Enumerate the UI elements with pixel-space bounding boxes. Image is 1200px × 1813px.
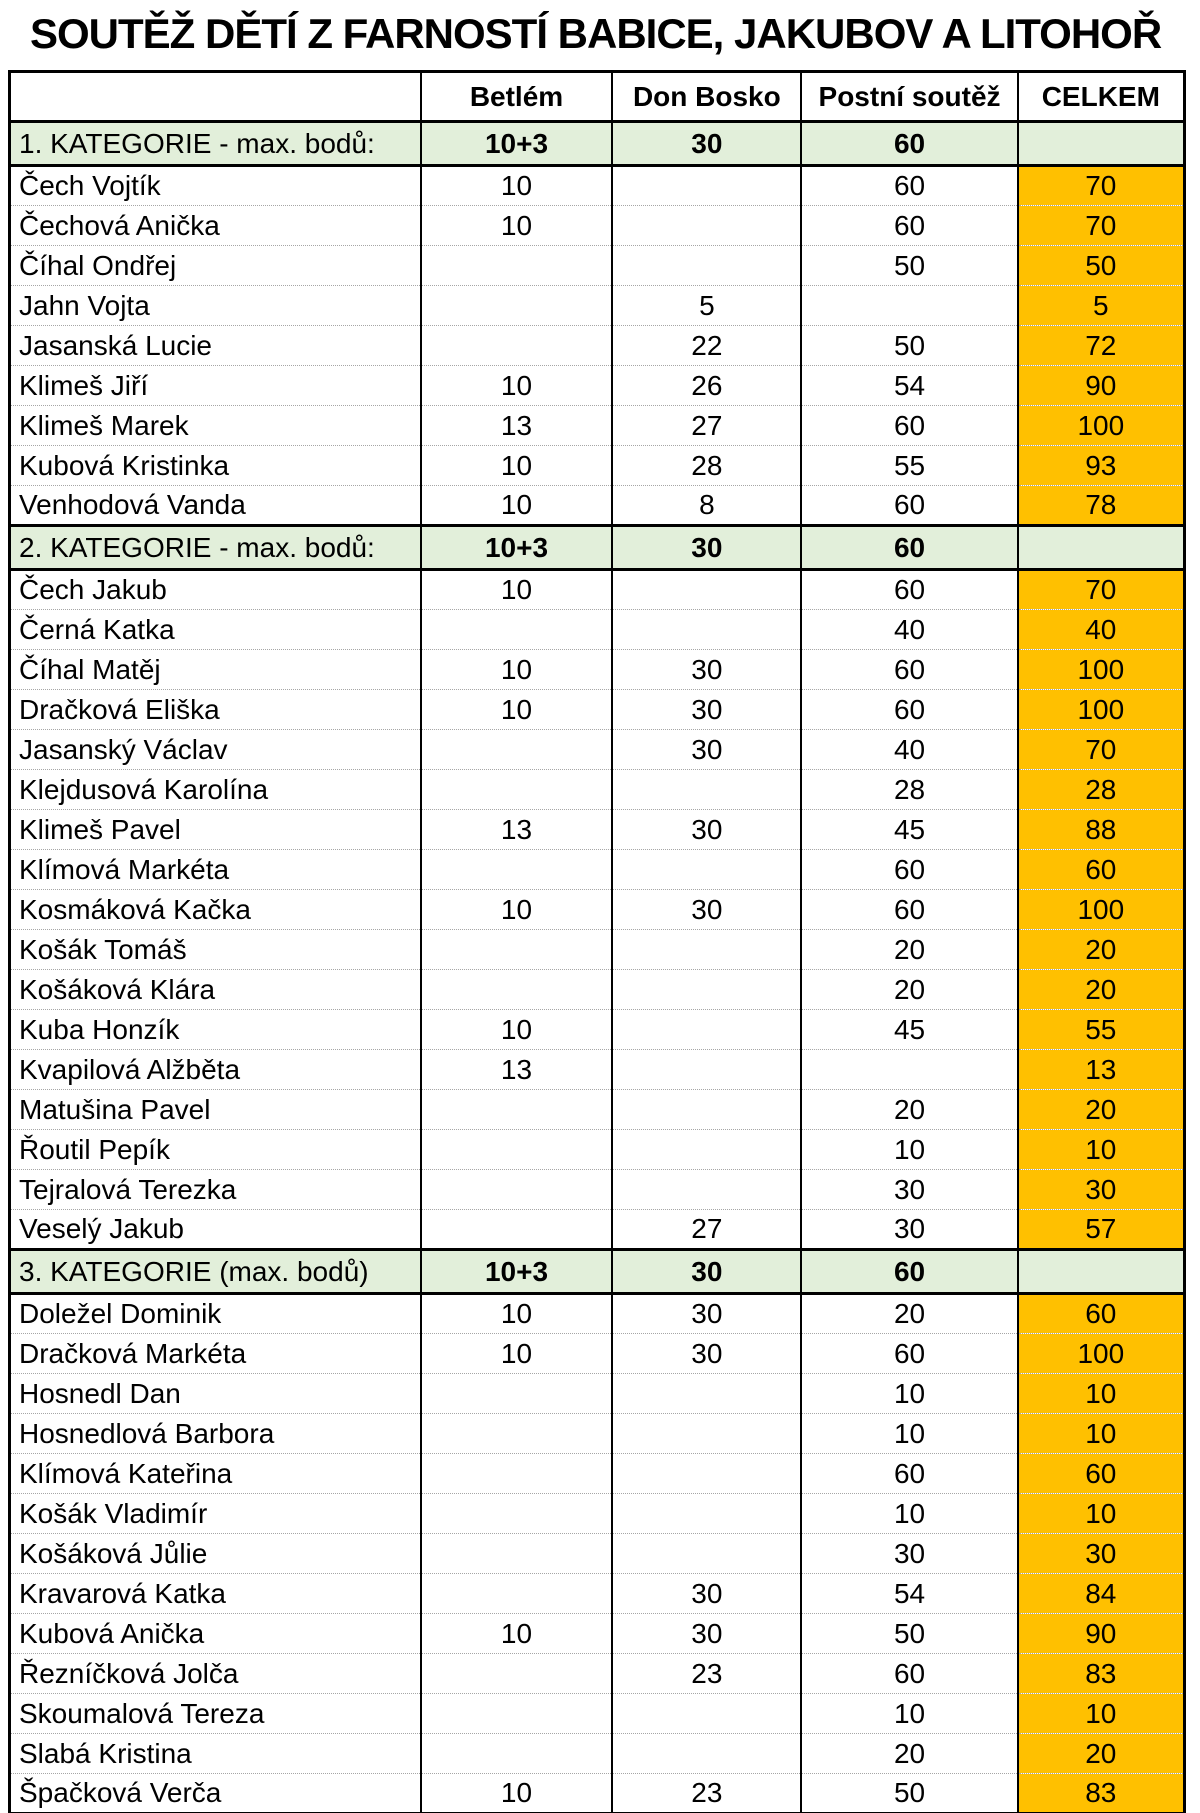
score-cell	[421, 326, 613, 366]
score-cell	[421, 1130, 613, 1170]
score-cell: 30	[612, 810, 801, 850]
table-row	[10, 930, 1185, 970]
category-max-points: 60	[801, 526, 1017, 570]
score-cell	[421, 1210, 613, 1250]
total-cell: 70	[1018, 570, 1185, 610]
category-max-points: 60	[801, 122, 1017, 166]
name-cell: Hosnedlová Barbora	[10, 1414, 421, 1454]
name-cell: Řezníčková Jolča	[10, 1654, 421, 1694]
score-cell	[421, 1374, 613, 1414]
table-row	[10, 446, 1185, 486]
table-row	[10, 1734, 1185, 1774]
score-cell: 45	[801, 1010, 1017, 1050]
name-cell: Slabá Kristina	[10, 1734, 421, 1774]
category-row	[10, 526, 1185, 570]
score-cell: 10	[421, 650, 613, 690]
score-cell: 20	[801, 1090, 1017, 1130]
name-cell: Košák Vladimír	[10, 1494, 421, 1534]
score-cell: 60	[801, 406, 1017, 446]
score-cell	[612, 610, 801, 650]
name-cell: Čech Vojtík	[10, 166, 421, 206]
score-cell	[421, 246, 613, 286]
category-label: 1. KATEGORIE - max. bodů:	[10, 122, 421, 166]
name-cell: Doležel Dominik	[10, 1294, 421, 1334]
score-cell: 60	[801, 570, 1017, 610]
score-cell	[612, 1414, 801, 1454]
total-cell: 60	[1018, 1294, 1185, 1334]
column-header-name	[10, 72, 421, 122]
score-cell: 10	[801, 1374, 1017, 1414]
total-cell: 100	[1018, 890, 1185, 930]
total-cell: 20	[1018, 1090, 1185, 1130]
table-row	[10, 166, 1185, 206]
score-cell: 60	[801, 890, 1017, 930]
table-row	[10, 286, 1185, 326]
name-cell: Kvapilová Alžběta	[10, 1050, 421, 1090]
total-cell: 30	[1018, 1534, 1185, 1574]
total-cell: 100	[1018, 406, 1185, 446]
score-cell	[612, 1050, 801, 1090]
score-cell: 10	[421, 690, 613, 730]
score-cell: 54	[801, 366, 1017, 406]
table-row	[10, 1694, 1185, 1734]
total-cell: 60	[1018, 1454, 1185, 1494]
score-cell: 30	[612, 690, 801, 730]
name-cell: Číhal Matěj	[10, 650, 421, 690]
total-cell: 90	[1018, 1614, 1185, 1654]
score-cell	[421, 730, 613, 770]
score-cell	[612, 1130, 801, 1170]
name-cell: Čech Jakub	[10, 570, 421, 610]
total-cell: 40	[1018, 610, 1185, 650]
total-cell: 10	[1018, 1494, 1185, 1534]
score-cell	[421, 1494, 613, 1534]
name-cell: Kubová Anička	[10, 1614, 421, 1654]
score-cell: 23	[612, 1774, 801, 1813]
table-row	[10, 810, 1185, 850]
column-header-don-bosko: Don Bosko	[612, 72, 801, 122]
name-cell: Hosnedl Dan	[10, 1374, 421, 1414]
score-cell: 60	[801, 206, 1017, 246]
table-row	[10, 610, 1185, 650]
score-cell	[421, 1414, 613, 1454]
table-row	[10, 1614, 1185, 1654]
column-header-postni-soutez: Postní soutěž	[801, 72, 1017, 122]
score-cell: 45	[801, 810, 1017, 850]
name-cell: Číhal Ondřej	[10, 246, 421, 286]
name-cell: Řoutil Pepík	[10, 1130, 421, 1170]
score-cell: 40	[801, 610, 1017, 650]
total-cell: 72	[1018, 326, 1185, 366]
score-cell	[612, 166, 801, 206]
score-cell: 60	[801, 850, 1017, 890]
table-body	[10, 122, 1185, 1813]
score-cell	[421, 1734, 613, 1774]
name-cell: Skoumalová Tereza	[10, 1694, 421, 1734]
score-cell: 20	[801, 930, 1017, 970]
score-cell	[612, 1454, 801, 1494]
category-max-points: 30	[612, 526, 801, 570]
score-cell	[421, 1090, 613, 1130]
score-cell: 60	[801, 650, 1017, 690]
name-cell: Dračková Markéta	[10, 1334, 421, 1374]
table-row	[10, 206, 1185, 246]
table-row	[10, 1454, 1185, 1494]
total-cell: 20	[1018, 970, 1185, 1010]
category-row	[10, 122, 1185, 166]
total-cell: 60	[1018, 850, 1185, 890]
total-cell: 20	[1018, 930, 1185, 970]
column-header-betlem: Betlém	[421, 72, 613, 122]
total-cell: 70	[1018, 730, 1185, 770]
score-cell	[421, 1534, 613, 1574]
total-cell: 10	[1018, 1130, 1185, 1170]
table-row	[10, 1170, 1185, 1210]
score-cell: 22	[612, 326, 801, 366]
score-cell: 10	[421, 890, 613, 930]
score-cell: 10	[421, 1774, 613, 1813]
page-title: SOUTĚŽ DĚTÍ Z FARNOSTÍ BABICE, JAKUBOV A LITOHOŘ	[30, 10, 1162, 57]
score-cell	[421, 1454, 613, 1494]
category-max-points: 10+3	[421, 526, 613, 570]
total-cell: 100	[1018, 1334, 1185, 1374]
score-cell	[612, 206, 801, 246]
name-cell: Matušina Pavel	[10, 1090, 421, 1130]
score-cell	[421, 1170, 613, 1210]
name-cell: Černá Katka	[10, 610, 421, 650]
score-cell: 30	[612, 1294, 801, 1334]
name-cell: Kravarová Katka	[10, 1574, 421, 1614]
score-cell: 50	[801, 1774, 1017, 1813]
total-cell: 57	[1018, 1210, 1185, 1250]
score-cell: 13	[421, 810, 613, 850]
total-cell: 10	[1018, 1694, 1185, 1734]
table-row	[10, 730, 1185, 770]
table-row	[10, 650, 1185, 690]
category-max-points	[1018, 1250, 1185, 1294]
table-row	[10, 366, 1185, 406]
total-cell: 90	[1018, 366, 1185, 406]
name-cell: Čechová Anička	[10, 206, 421, 246]
table-row	[10, 1130, 1185, 1170]
score-cell: 40	[801, 730, 1017, 770]
table-row	[10, 1294, 1185, 1334]
score-cell: 23	[612, 1654, 801, 1694]
table-row	[10, 1414, 1185, 1454]
table-row	[10, 1210, 1185, 1250]
name-cell: Klejdusová Karolína	[10, 770, 421, 810]
score-cell: 28	[612, 446, 801, 486]
category-row	[10, 1250, 1185, 1294]
score-cell	[421, 770, 613, 810]
score-cell: 10	[801, 1494, 1017, 1534]
score-cell	[421, 970, 613, 1010]
table-row	[10, 326, 1185, 366]
total-cell: 93	[1018, 446, 1185, 486]
score-cell: 20	[801, 1294, 1017, 1334]
score-cell: 10	[421, 1294, 613, 1334]
table-row	[10, 406, 1185, 446]
total-cell: 78	[1018, 486, 1185, 526]
score-cell: 10	[421, 1614, 613, 1654]
table-row	[10, 1654, 1185, 1694]
name-cell: Venhodová Vanda	[10, 486, 421, 526]
table-row	[10, 1334, 1185, 1374]
total-cell: 83	[1018, 1774, 1185, 1813]
total-cell: 84	[1018, 1574, 1185, 1614]
name-cell: Veselý Jakub	[10, 1210, 421, 1250]
name-cell: Dračková Eliška	[10, 690, 421, 730]
score-cell	[612, 1090, 801, 1130]
score-cell: 10	[801, 1130, 1017, 1170]
total-cell: 100	[1018, 690, 1185, 730]
score-cell: 10	[421, 206, 613, 246]
score-cell: 30	[612, 890, 801, 930]
name-cell: Košák Tomáš	[10, 930, 421, 970]
score-cell: 50	[801, 326, 1017, 366]
table-header	[10, 72, 1185, 122]
score-cell	[612, 570, 801, 610]
name-cell: Kuba Honzík	[10, 1010, 421, 1050]
total-cell: 88	[1018, 810, 1185, 850]
score-cell: 20	[801, 1734, 1017, 1774]
score-cell: 10	[421, 486, 613, 526]
score-cell: 10	[421, 166, 613, 206]
score-cell	[612, 930, 801, 970]
total-cell: 100	[1018, 650, 1185, 690]
score-cell: 5	[612, 286, 801, 326]
score-cell	[421, 930, 613, 970]
score-cell: 60	[801, 1454, 1017, 1494]
score-cell	[801, 286, 1017, 326]
category-max-points	[1018, 122, 1185, 166]
column-header-celkem: CELKEM	[1018, 72, 1185, 122]
score-cell: 13	[421, 1050, 613, 1090]
table-row	[10, 970, 1185, 1010]
score-cell	[421, 610, 613, 650]
total-cell: 10	[1018, 1414, 1185, 1454]
category-max-points: 10+3	[421, 1250, 613, 1294]
score-cell	[421, 1654, 613, 1694]
header-row	[10, 72, 1185, 122]
score-cell: 20	[801, 970, 1017, 1010]
score-cell: 60	[801, 166, 1017, 206]
category-max-points: 30	[612, 1250, 801, 1294]
score-cell: 30	[801, 1534, 1017, 1574]
name-cell: Klimeš Pavel	[10, 810, 421, 850]
score-cell: 26	[612, 366, 801, 406]
score-cell: 27	[612, 1210, 801, 1250]
score-cell: 50	[801, 1614, 1017, 1654]
score-cell	[421, 850, 613, 890]
table-row	[10, 486, 1185, 526]
score-cell	[612, 246, 801, 286]
score-cell: 28	[801, 770, 1017, 810]
category-max-points: 10+3	[421, 122, 613, 166]
scores-table	[8, 70, 1186, 1813]
name-cell: Košáková Klára	[10, 970, 421, 1010]
table-row	[10, 1010, 1185, 1050]
total-cell: 70	[1018, 206, 1185, 246]
score-cell	[612, 1534, 801, 1574]
total-cell: 20	[1018, 1734, 1185, 1774]
score-cell: 30	[612, 730, 801, 770]
score-cell: 30	[801, 1210, 1017, 1250]
name-cell: Kosmáková Kačka	[10, 890, 421, 930]
total-cell: 28	[1018, 770, 1185, 810]
name-cell: Košáková Jůlie	[10, 1534, 421, 1574]
score-cell: 30	[612, 1614, 801, 1654]
total-cell: 5	[1018, 286, 1185, 326]
name-cell: Klimeš Jiří	[10, 366, 421, 406]
name-cell: Klímová Kateřina	[10, 1454, 421, 1494]
table-row	[10, 770, 1185, 810]
score-cell	[612, 770, 801, 810]
score-cell: 60	[801, 486, 1017, 526]
score-cell: 10	[421, 366, 613, 406]
category-max-points: 60	[801, 1250, 1017, 1294]
score-cell	[421, 1694, 613, 1734]
category-max-points	[1018, 526, 1185, 570]
table-row	[10, 246, 1185, 286]
score-cell: 10	[801, 1694, 1017, 1734]
table-row	[10, 890, 1185, 930]
score-cell	[421, 1574, 613, 1614]
category-label: 2. KATEGORIE - max. bodů:	[10, 526, 421, 570]
score-cell	[612, 970, 801, 1010]
score-cell	[612, 1170, 801, 1210]
total-cell: 10	[1018, 1374, 1185, 1414]
name-cell: Klimeš Marek	[10, 406, 421, 446]
table-row	[10, 570, 1185, 610]
total-cell: 55	[1018, 1010, 1185, 1050]
name-cell: Tejralová Terezka	[10, 1170, 421, 1210]
score-cell: 10	[421, 446, 613, 486]
table-row	[10, 1574, 1185, 1614]
table-row	[10, 690, 1185, 730]
total-cell: 70	[1018, 166, 1185, 206]
score-cell: 10	[801, 1414, 1017, 1454]
table-row	[10, 1534, 1185, 1574]
name-cell: Jasanská Lucie	[10, 326, 421, 366]
score-cell	[421, 286, 613, 326]
score-cell	[612, 1694, 801, 1734]
score-cell: 30	[612, 1334, 801, 1374]
table-row	[10, 850, 1185, 890]
score-cell	[612, 1494, 801, 1534]
score-cell: 27	[612, 406, 801, 446]
score-cell: 54	[801, 1574, 1017, 1614]
score-cell: 50	[801, 246, 1017, 286]
score-cell	[612, 850, 801, 890]
name-cell: Kubová Kristinka	[10, 446, 421, 486]
total-cell: 83	[1018, 1654, 1185, 1694]
table-row	[10, 1774, 1185, 1813]
category-max-points: 30	[612, 122, 801, 166]
score-cell	[612, 1374, 801, 1414]
score-cell: 60	[801, 690, 1017, 730]
score-cell: 30	[801, 1170, 1017, 1210]
score-cell: 30	[612, 1574, 801, 1614]
score-cell: 10	[421, 1010, 613, 1050]
score-cell	[801, 1050, 1017, 1090]
score-cell: 10	[421, 1334, 613, 1374]
total-cell: 30	[1018, 1170, 1185, 1210]
table-row	[10, 1090, 1185, 1130]
score-cell: 13	[421, 406, 613, 446]
score-cell	[612, 1734, 801, 1774]
score-cell: 55	[801, 446, 1017, 486]
score-cell: 60	[801, 1654, 1017, 1694]
score-cell: 8	[612, 486, 801, 526]
table-row	[10, 1374, 1185, 1414]
table-row	[10, 1050, 1185, 1090]
score-cell	[612, 1010, 801, 1050]
category-label: 3. KATEGORIE (max. bodů)	[10, 1250, 421, 1294]
name-cell: Špačková Verča	[10, 1774, 421, 1813]
score-cell: 60	[801, 1334, 1017, 1374]
total-cell: 50	[1018, 246, 1185, 286]
score-cell: 10	[421, 570, 613, 610]
name-cell: Klímová Markéta	[10, 850, 421, 890]
name-cell: Jahn Vojta	[10, 286, 421, 326]
total-cell: 13	[1018, 1050, 1185, 1090]
name-cell: Jasanský Václav	[10, 730, 421, 770]
score-cell: 30	[612, 650, 801, 690]
table-row	[10, 1494, 1185, 1534]
